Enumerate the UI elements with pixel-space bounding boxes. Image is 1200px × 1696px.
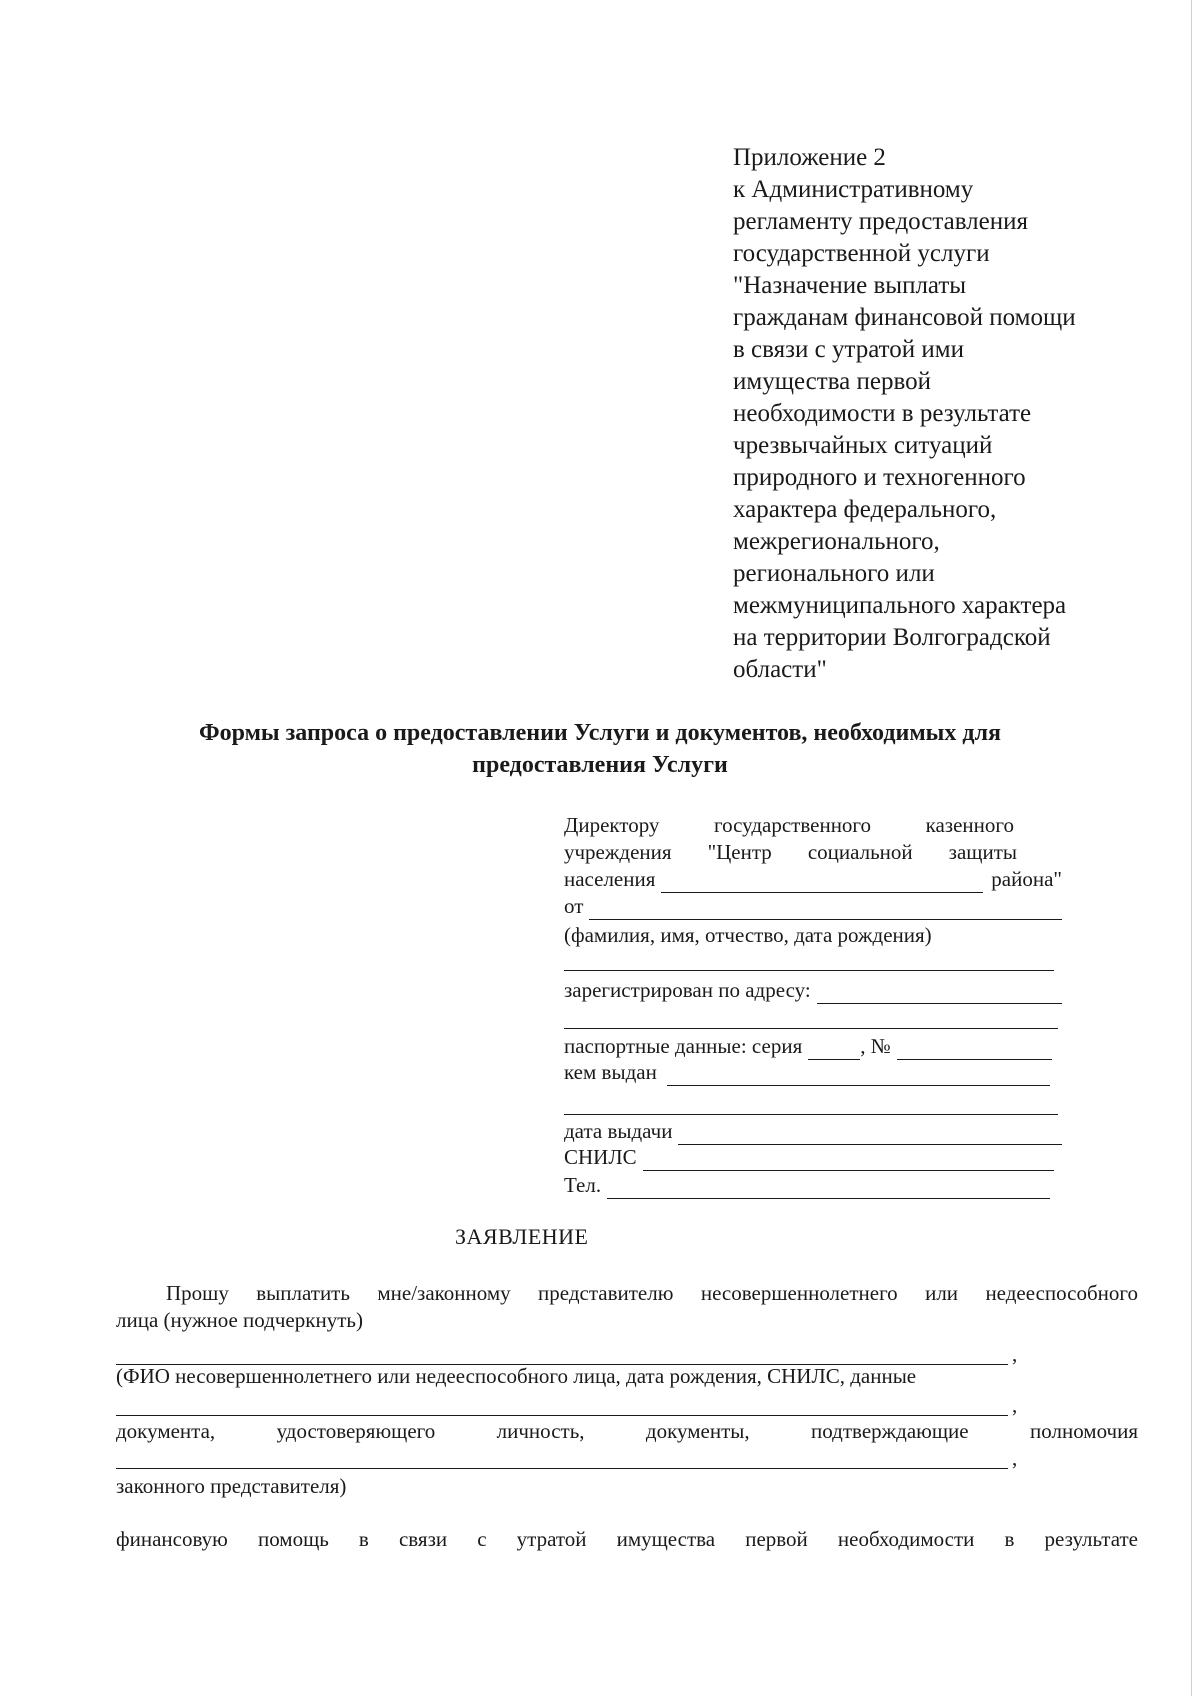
annex-block bbox=[733, 142, 1173, 686]
annex-line: природного и техногенного bbox=[733, 464, 1026, 491]
request-line: лица (нужное подчеркнуть) bbox=[116, 1308, 363, 1332]
issued-by-field[interactable] bbox=[667, 1065, 1050, 1086]
addressee-line-director bbox=[564, 812, 1062, 839]
fio-hint-row bbox=[564, 920, 1062, 949]
form-title-line: Формы запроса о предоставлении Услуги и документов, необходимых для bbox=[198, 720, 1002, 746]
annex-line: имущества первой bbox=[733, 368, 931, 395]
annex-line: на территории Волгоградской bbox=[733, 624, 1051, 651]
from-row bbox=[564, 893, 1062, 920]
form-title bbox=[110, 717, 1090, 781]
dependent-hint-2 bbox=[116, 1418, 1138, 1445]
issued-by-row bbox=[564, 1060, 1062, 1086]
dependent-hint-1 bbox=[116, 1363, 1138, 1390]
phone-label: Тел. bbox=[564, 1173, 602, 1197]
passport-number-field[interactable] bbox=[897, 1039, 1052, 1060]
annex-line: чрезвычайных ситуаций bbox=[733, 432, 993, 459]
annex-line: межмуниципального характера bbox=[733, 592, 1067, 619]
assistance-paragraph bbox=[116, 1526, 1138, 1553]
registered-row bbox=[564, 971, 1062, 1004]
phone-field[interactable] bbox=[607, 1178, 1050, 1199]
passport-number-separator: , № bbox=[860, 1034, 891, 1058]
addressee-word: "Центр bbox=[707, 840, 772, 864]
issue-date-row bbox=[564, 1115, 1062, 1145]
snils-field[interactable] bbox=[643, 1150, 1054, 1171]
snils-row bbox=[564, 1145, 1062, 1171]
hint-text: (ФИО несовершеннолетнего или недееспособного лица, дата рождения, СНИЛС, данные bbox=[116, 1364, 917, 1388]
annex-line: необходимости в результате bbox=[733, 400, 1032, 427]
annex-line: государственной услуги bbox=[733, 240, 990, 267]
representative-fill-row bbox=[116, 1446, 1138, 1470]
annex-line: области" bbox=[733, 656, 827, 683]
addressee-word: казенного bbox=[925, 813, 1014, 837]
addressee-word: социальной bbox=[807, 840, 913, 864]
annex-line: к Административному bbox=[733, 176, 974, 203]
annex-line: характера федерального, bbox=[733, 496, 997, 523]
fio-hint: (фамилия, имя, отчество, дата рождения) bbox=[564, 923, 932, 947]
passport-label: паспортные данные: серия bbox=[564, 1034, 803, 1058]
assistance-line: финансовую помощь в связи с утратой имущества первой необходимости в результате bbox=[116, 1527, 1138, 1551]
comma: , bbox=[1012, 1342, 1018, 1366]
representative-authority-field[interactable] bbox=[116, 1468, 1008, 1469]
from-label: от bbox=[564, 894, 584, 918]
addressee-word: учреждения bbox=[564, 840, 672, 864]
snils-label: СНИЛС bbox=[564, 1145, 637, 1169]
request-paragraph bbox=[116, 1280, 1138, 1334]
request-line: Прошу выплатить мне/законному представителю несовершеннолетнего или недееспособного bbox=[166, 1281, 1138, 1305]
dependent-hint-3 bbox=[116, 1473, 1138, 1500]
annex-line: межрегионального, bbox=[733, 528, 940, 555]
addressee-word: государственного bbox=[714, 813, 872, 837]
addressee-line-institution bbox=[564, 839, 1062, 866]
district-label: населения bbox=[564, 867, 656, 891]
district-field[interactable] bbox=[661, 872, 983, 893]
addressee-block bbox=[564, 812, 1062, 1199]
addressee-word: защиты bbox=[948, 840, 1017, 864]
annex-line: Приложение 2 bbox=[733, 144, 886, 171]
phone-row bbox=[564, 1171, 1062, 1199]
annex-line: в связи с утратой ими bbox=[733, 336, 964, 363]
hint-text: законного представителя) bbox=[116, 1474, 347, 1498]
form-title-line: предоставления Услуги bbox=[472, 752, 728, 778]
hint-text: документа, удостоверяющего личность, документы, подтверждающие полномочия bbox=[116, 1419, 1138, 1443]
registered-address-field[interactable] bbox=[817, 983, 1062, 1004]
identity-document-field[interactable] bbox=[116, 1415, 1008, 1416]
scan-edge bbox=[1191, 0, 1192, 1696]
applicant-name-field[interactable] bbox=[589, 899, 1062, 920]
addressee-word: Директору bbox=[564, 813, 660, 837]
issued-by-label: кем выдан bbox=[564, 1060, 657, 1084]
issue-date-label: дата выдачи bbox=[564, 1119, 673, 1143]
district-suffix: района" bbox=[991, 867, 1062, 891]
annex-line: "Назначение выплаты bbox=[733, 272, 967, 299]
comma: , bbox=[1012, 1446, 1018, 1470]
passport-row bbox=[564, 1029, 1062, 1060]
addressee-line-district bbox=[564, 866, 1062, 893]
statement-heading: ЗАЯВЛЕНИЕ bbox=[455, 1224, 589, 1249]
annex-line: регионального или bbox=[733, 560, 935, 587]
annex-line: регламенту предоставления bbox=[733, 208, 1029, 235]
issue-date-field[interactable] bbox=[678, 1124, 1062, 1145]
annex-line: гражданам финансовой помощи bbox=[733, 304, 1076, 331]
comma: , bbox=[1012, 1393, 1018, 1417]
passport-series-field[interactable] bbox=[808, 1039, 860, 1060]
document-fill-row bbox=[116, 1393, 1138, 1417]
registered-label: зарегистрирован по адресу: bbox=[564, 978, 811, 1002]
